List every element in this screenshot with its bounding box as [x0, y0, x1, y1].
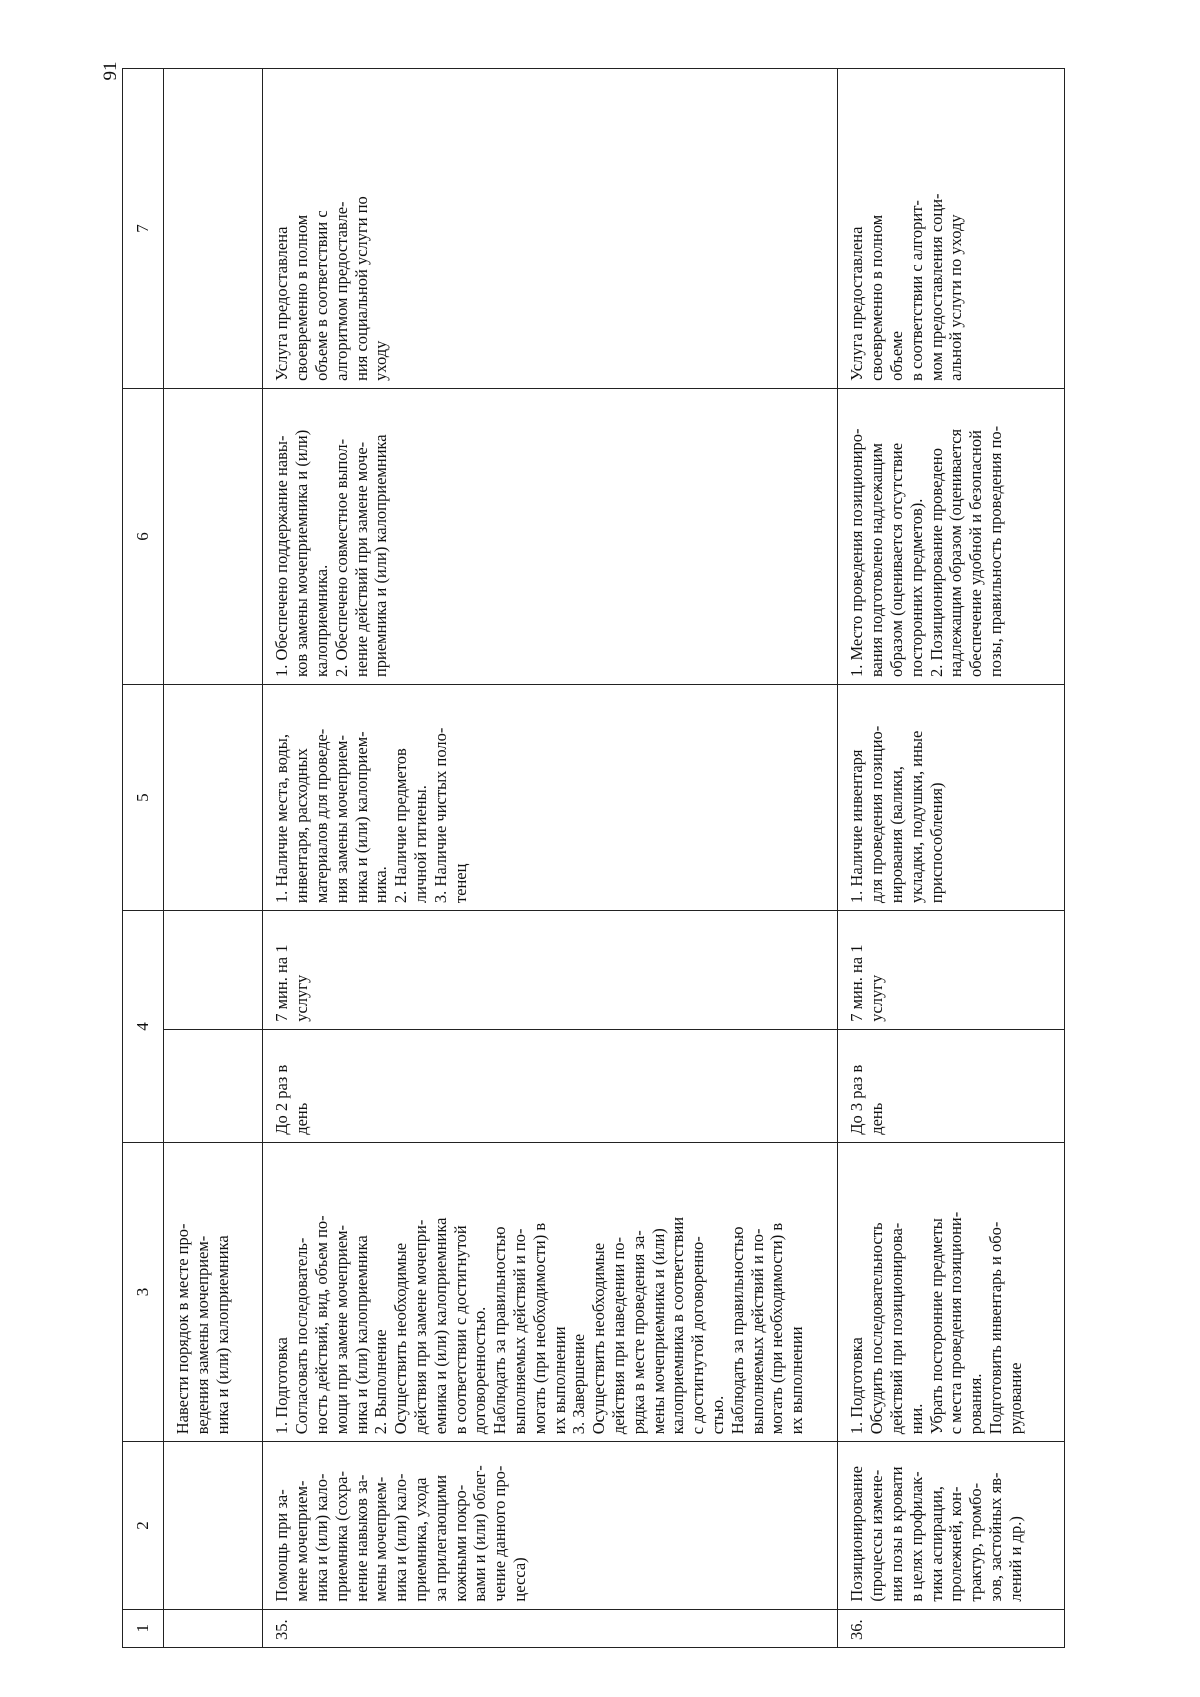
cell-line: 1. Подготовка — [272, 1337, 292, 1435]
table-row — [838, 69, 1065, 1648]
cell-line: ника. — [371, 866, 391, 904]
cell-line: мены мочеприем- — [371, 1476, 391, 1602]
service-indicators — [263, 388, 838, 684]
cell-line: 1. Наличие инвентаря — [847, 749, 867, 904]
cell-line: чение данного про- — [490, 1465, 510, 1602]
cell-line: день — [292, 1102, 312, 1135]
cell-line: Обсудить последовательность — [867, 1222, 887, 1435]
cell-line: пролежней, кон- — [946, 1486, 966, 1602]
cell-line: ния позы в кровати — [886, 1466, 906, 1602]
cell-line: Услуга предоставлена — [847, 226, 867, 381]
service-name — [263, 1442, 838, 1609]
service-name — [838, 1442, 1065, 1609]
cell-line: уходу — [371, 340, 391, 381]
cell-line: 1. Обеспечено поддержание навы- — [272, 435, 292, 678]
cell-line: 7 мин. на 1 — [272, 944, 292, 1022]
cell-line: Услуга предоставлена — [272, 226, 292, 381]
service-indicators — [838, 388, 1065, 684]
cell-line: нирования (валики, — [886, 766, 906, 904]
cell-line: Подготовить инвентарь и обо- — [985, 1221, 1005, 1435]
cell-line: емника и (или) калоприемника — [430, 1217, 450, 1435]
cell-line: стью. — [707, 1395, 727, 1435]
cell-line: приемника (сохра- — [331, 1471, 351, 1602]
cell-line: выполняемых действий и по- — [747, 1228, 767, 1435]
col-header-1: 1 — [123, 1609, 164, 1647]
cell-line: Наблюдать за правильностью — [490, 1226, 510, 1435]
cell-line: ника и (или) кало- — [391, 1473, 411, 1602]
cell-line: материалов для проведе- — [311, 728, 331, 904]
cell-line: калоприемника. — [311, 564, 331, 678]
cell-line: укладки, подушки, иные — [906, 730, 926, 904]
cell-line: их выполнении — [787, 1326, 807, 1435]
cell-line: ния социальной услуги по — [351, 196, 371, 381]
cell-line: 3. Завершение — [569, 1333, 589, 1435]
cell-line: действия при замене мочепри- — [410, 1219, 430, 1435]
continuation-actions: Навести порядок в месте про- ведения замены мочеприем- ника и (или) калоприемника — [164, 1142, 263, 1442]
cell-line: зов, застойных яв- — [985, 1472, 1005, 1602]
cell-line: образом (оценивается отсутствие — [886, 442, 906, 678]
cell-line: 3. Наличие чистых поло- — [430, 727, 450, 904]
cell-line: мом предоставления соци- — [926, 193, 946, 381]
service-conditions — [263, 685, 838, 911]
col-header-4: 4 — [123, 911, 164, 1143]
cell-line: алгоритмом предоставле- — [331, 201, 351, 381]
rotated-table-wrapper — [122, 68, 1102, 1648]
service-frequency — [263, 1029, 838, 1142]
cell-line: выполняемых действий и по- — [509, 1228, 529, 1435]
cell-line: день — [867, 1102, 887, 1135]
cell-line: калоприемника в соответствии — [668, 1216, 688, 1435]
row-number: 35. — [263, 1609, 838, 1647]
service-time — [838, 911, 1065, 1030]
cell-line: 2. Наличие предметов — [391, 748, 411, 904]
cell-line: (процессы измене- — [867, 1469, 887, 1602]
cell-line: Позиционирование — [847, 1466, 867, 1602]
service-time — [263, 911, 838, 1030]
cell-line: своевременно в полном — [867, 214, 887, 381]
cell-line: трактур, тромбо- — [966, 1482, 986, 1602]
cell-line: До 2 раз в — [272, 1064, 292, 1135]
cell-line: обеспечение удобной и безопасной — [966, 430, 986, 678]
cell-line: личной гигиены. — [410, 785, 430, 904]
cell-line: в соответствии с достигнутой — [450, 1225, 470, 1435]
col-header-6: 6 — [123, 388, 164, 684]
cell-line: 7 мин. на 1 — [847, 944, 867, 1022]
cell-line: могать (при необходимости) в — [529, 1222, 549, 1435]
cell-line: рядка в месте проведения за- — [628, 1230, 648, 1435]
cell-line: кожными покро- — [450, 1484, 470, 1602]
cell-line: Осуществить необходимые — [391, 1242, 411, 1435]
cell-line: приемника и (или) калоприемника — [371, 434, 391, 678]
cell-line: приемника, ухода — [410, 1477, 430, 1602]
cell-line: 2. Обеспечено совместное выпол- — [331, 438, 351, 678]
col-header-5: 5 — [123, 685, 164, 911]
cell-line: нии. — [906, 1403, 926, 1435]
cell-line: ность действий, вид, объем по- — [311, 1215, 331, 1435]
cell-line: Убрать посторонние предметы — [926, 1218, 946, 1435]
service-frequency — [838, 1029, 1065, 1142]
cell-line: 2. Выполнение — [371, 1329, 391, 1435]
cell-line: действия при наведении по- — [608, 1236, 628, 1435]
cell-line: Согласовать последователь- — [292, 1237, 312, 1435]
cell-line: с места проведения позициони- — [946, 1211, 966, 1435]
cell-line: посторонних предметов). — [906, 498, 926, 678]
cell-line: 2. Позиционирование проведено — [926, 448, 946, 678]
cell-line: приспособления) — [926, 782, 946, 904]
col-header-7: 7 — [123, 69, 164, 389]
cell-line: мощи при замене мочеприем- — [331, 1224, 351, 1435]
cell-line: лений и др.) — [1005, 1516, 1025, 1602]
cell-line: ника и (или) калоприемника — [351, 1235, 371, 1435]
cell-line: Помощь при за- — [272, 1489, 292, 1602]
cell-line: за прилегающими — [430, 1474, 450, 1602]
cell-line: для проведения позицио- — [867, 725, 887, 904]
cell-line: нение действий при замене моче- — [351, 441, 371, 678]
page-number: 91 — [100, 61, 121, 81]
cell-line: мены мочеприемника и (или) — [648, 1228, 668, 1435]
cell-line: вами и (или) облег- — [470, 1465, 490, 1602]
cell-line: их выполнении — [549, 1326, 569, 1435]
service-actions — [838, 1142, 1065, 1442]
table-row — [263, 69, 838, 1648]
service-evaluation — [838, 69, 1065, 389]
cell-line: могать (при необходимости) в — [767, 1222, 787, 1435]
cell-line: До 3 раз в — [847, 1064, 867, 1135]
cell-line: ника и (или) калоприем- — [351, 731, 371, 904]
cell-line: нение навыков за- — [351, 1474, 371, 1602]
cell-line: 1. Наличие места, воды, — [272, 734, 292, 904]
cell-line: Наблюдать за правильностью — [727, 1226, 747, 1435]
col-header-2: 2 — [123, 1442, 164, 1609]
service-actions — [263, 1142, 838, 1442]
cell-line: позы, правильность проведения по- — [985, 425, 1005, 678]
cell-line: объеме — [886, 331, 906, 381]
cell-line: действий при позиционирова- — [886, 1222, 906, 1435]
cell-line: Осуществить необходимые — [589, 1242, 609, 1435]
cell-line: рования. — [966, 1373, 986, 1435]
cell-line: 1. Подготовка — [847, 1337, 867, 1435]
service-conditions — [838, 685, 1065, 911]
cell-line: своевременно в полном — [292, 214, 312, 381]
cell-line: услугу — [292, 974, 312, 1022]
cell-line: с достигнутой договоренно- — [688, 1236, 708, 1435]
cell-line: ника и (или) кало- — [311, 1473, 331, 1602]
cell-line: тики аспирации, — [926, 1486, 946, 1602]
cell-line: надлежащим образом (оценивается — [946, 428, 966, 678]
cell-line: рудование — [1005, 1362, 1025, 1435]
cell-line: объеме в соответствии с — [311, 210, 331, 381]
services-table — [122, 68, 1065, 1648]
cell-line: договоренностью. — [470, 1306, 490, 1435]
cell-line: альной услуги по уходу — [946, 214, 966, 381]
cell-line: услугу — [867, 974, 887, 1022]
cell-line: мене мочеприем- — [292, 1480, 312, 1602]
cell-line: в целях профилак- — [906, 1471, 926, 1602]
cell-line: ков замены мочеприемника и (или) — [292, 429, 312, 678]
cell-line: 1. Место проведения позициониро- — [847, 428, 867, 678]
header-row — [123, 69, 164, 1648]
service-evaluation — [263, 69, 838, 389]
row-number: 36. — [838, 1609, 1065, 1647]
cell-line: вания подготовлено надлежащим — [867, 443, 887, 678]
cell-line: инвентаря, расходных — [292, 748, 312, 904]
cell-line: ния замены мочеприем- — [331, 735, 351, 904]
cell-line: тенец — [450, 863, 470, 904]
col-header-3: 3 — [123, 1142, 164, 1442]
continuation-row — [164, 69, 263, 1648]
cell-line: цесса) — [509, 1557, 529, 1602]
cell-line: в соответствии с алгорит- — [906, 200, 926, 381]
